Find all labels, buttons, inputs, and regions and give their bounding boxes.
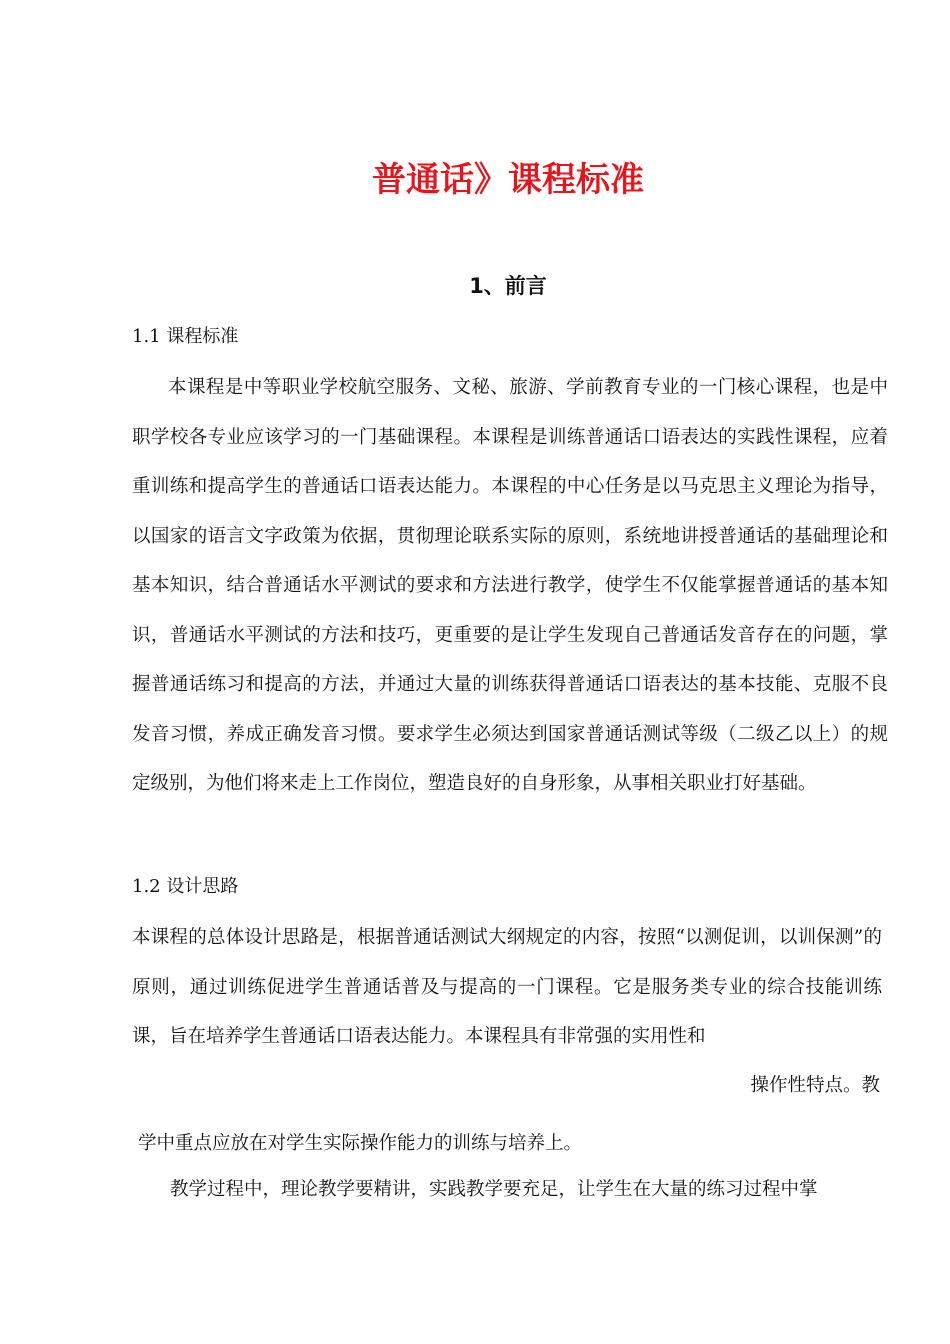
subsection-heading-course-standard: 1.1 课程标准 (132, 326, 239, 347)
last-line: 教学过程中，理论教学要精讲，实践教学要充足，让学生在大量的练习过程中掌 (170, 1179, 818, 1200)
right-aligned-line: 操作性特点。教 (750, 1075, 880, 1096)
paragraph-course-standard: 本课程是中等职业学校航空服务、文秘、旅游、学前教育专业的一门核心课程，也是中职学校各专业应该学习的一门基础课程。本课程是训练普通话口语表达的实践性课程，应着重训练和提高学生的普通话口语表达能力。本课程的中心任务是以马克思主义理论为指导，以国家的语言文字政策为依据，贯彻理论联系实际的原则，系统地讲授普通话的基础理论和基本知识，结合普通话水平测试的要求和方法进行教学，使学生不仅能掌握普通话的基本知识，普通话水平测试的方法和技巧，更重要的是让学生发现自己普通话发音存在的问题，掌握普通话练习和提高的方法，并通过大量的训练获得普通话口语表达的基本技能、克服不良发音习惯，养成正确发音习惯。要求学生必须达到国家普通话测试等级（二级乙以上）的规定级别，为他们将来走上工作岗位，塑造良好的自身形象，从事相关职业打好基础。 (132, 377, 888, 794)
continued-line: 学中重点应放在对学生实际操作能力的训练与培养上。 (138, 1133, 583, 1154)
paragraph-design-idea: 本课程的总体设计思路是，根据普通话测试大纲规定的内容，按照“以测促训，以训保测”的原则，通过训练促进学生普通话普及与提高的一门课程。它是服务类专业的综合技能训练课，旨在培养学生普通话口语表达能力。本课程具有非常强的实用性和 (132, 927, 882, 1047)
document-title: 普通话》课程标准 (372, 160, 644, 200)
section-heading: 1、前言 (469, 274, 547, 298)
subsection-heading-design-idea: 1.2 设计思路 (132, 876, 239, 897)
